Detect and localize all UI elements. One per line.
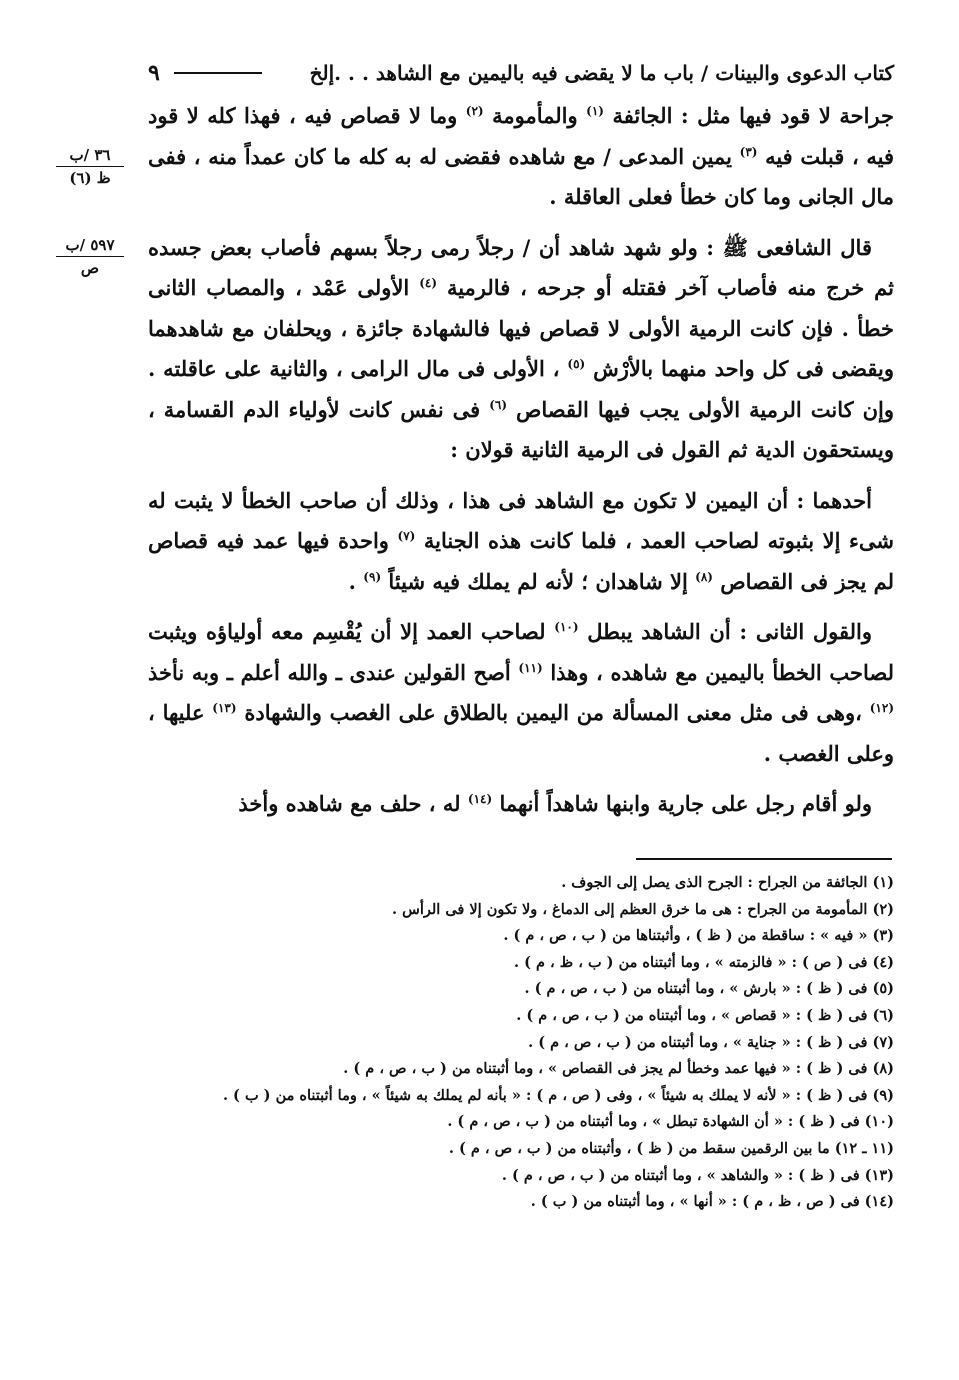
margin-note-folio-2 xyxy=(56,236,124,277)
text-run: أصح القولين عندى ـ والله أعلم ـ وبه نأخذ xyxy=(148,659,519,685)
page-number: ٩ xyxy=(148,60,160,86)
footnote-marker: (٨) xyxy=(695,569,713,584)
text-run: : أن اليمين لا تكون مع الشاهد فى هذا ، وذلك أن صاحب الخطأ لا يثبت له شىء إلا بثبوته لصاحب العمد ، فلما كانت هذه الجناية xyxy=(148,487,894,553)
paragraph xyxy=(148,96,894,218)
footnote-marker: (٣) xyxy=(739,144,758,159)
text-run: ، الأولى فى مال الرامى ، والثانية على عاقلته . وإن كانت الرمية الأولى يجب فيها القصاص xyxy=(148,356,894,422)
paragraph xyxy=(148,784,894,825)
margin-note-folio-1 xyxy=(56,146,124,187)
paragraph xyxy=(148,481,894,603)
footnote-marker: (٦) xyxy=(489,397,508,412)
footnote: (١١ ـ ١٢) ما بين الرقمين سقط من ( ظ ) ، وأثبتناه من ( ب ، ص ، م ) . xyxy=(448,1139,894,1157)
paragraph xyxy=(148,228,894,471)
footnote: (٤) فى ( ص ) : « فالزمته » ، وما أثبتناه من ( ب ، ظ ، م ) . xyxy=(514,953,894,971)
text-run: الأولى عَمْد ، والمصاب الثانى خطأ . فإن كانت الرمية الأولى لا قصاص فيها فالشهادة جائزة ، ويحلفان مع شاهدهما ويقضى فى كل واحد منهما بالأرْش xyxy=(148,275,894,381)
footnote: (٧) فى ( ظ ) : « جناية » ، وما أثبتناه من ( ب ، ص ، م ) . xyxy=(528,1033,894,1051)
footnote-separator xyxy=(636,858,892,860)
text-run: . xyxy=(348,568,364,594)
footnote: (٨) فى ( ظ ) : « فيها عمد وخطأ لم يجز فى القصاص » ، وما أثبتناه من ( ب ، ص ، م ) . xyxy=(343,1060,894,1078)
text-run: ولو أقام رجل على جارية وابنها شاهداً أنهما xyxy=(492,791,872,816)
footnote: (٩) فى ( ظ ) : « لأنه لا يملك به شيئاً » ، وفى ( ص ، م ) : « بأنه لم يملك به شيئاً » ، وما أثبتناه من ( ب ) . xyxy=(222,1086,894,1104)
footnote-marker: (١٣) xyxy=(212,701,237,715)
footnote-marker: (٩) xyxy=(363,569,382,584)
header-title: كتاب الدعوى والبينات / باب ما لا يقضى فيه باليمين مع الشاهد . . .إلخ xyxy=(309,61,894,85)
footnotes xyxy=(148,870,894,1216)
text-run: يمين المدعى / مع شاهده فقضى له به كله ما كان عمداً منه ، ففى مال الجانى وما كان خطأ فعلى العاقلة . xyxy=(148,143,894,209)
footnote: (١) الجائفة من الجراح : الجرح الذى يصل إلى الجوف . xyxy=(561,874,894,891)
paragraph xyxy=(148,612,894,774)
paragraph-lead: أحدهما xyxy=(812,487,872,513)
text-run: ،وهى فى مثل معنى المسألة من اليمين بالطلاق على الغصب والشهادة xyxy=(236,700,870,725)
main-text xyxy=(148,96,894,835)
footnote: (١٣) فى ( ظ ) : « والشاهد » ، وما أثبتناه من ( ب ، ص ، م ) . xyxy=(501,1166,894,1184)
footnote-marker: (٥) xyxy=(567,357,586,371)
footnote-marker: (٧) xyxy=(397,529,416,543)
footnote-marker: (١٤) xyxy=(467,792,493,806)
text-run: عليها ، وعلى الغصب . xyxy=(148,700,894,766)
paragraph-lead: قال الشافعى ﷺ xyxy=(722,234,872,260)
footnote-marker: (٢) xyxy=(465,104,484,118)
footnote: (١٠) فى ( ظ ) : « أن الشهادة تبطل » ، وما أثبتناه من ( ب ، ص ، م ) . xyxy=(447,1113,894,1131)
footnote-marker: (١١) xyxy=(518,660,543,675)
header-rule xyxy=(174,72,262,74)
header-page-number-group xyxy=(148,60,262,86)
footnote-marker: (١٠) xyxy=(554,620,579,634)
text-run: وما لا قصاص فيه ، فهذا كله لا قود فيه ، قبلت فيه xyxy=(148,103,894,169)
text-run: فى نفس كانت لأولياء الدم القسامة ، ويستحقون الدية ثم القول فى الرمية الثانية قولان : xyxy=(148,396,894,462)
text-run: والمأمومة xyxy=(483,103,587,128)
text-run: له ، حلف مع شاهده وأخذ xyxy=(238,791,468,816)
text-run: : أن الشاهد يبطل xyxy=(578,619,756,644)
footnote: (٣) « فيه » : ساقطة من ( ظ ) ، وأثبتناها من ( ب ، ص ، م ) . xyxy=(503,927,894,945)
footnote: (١٤) فى ( ص ، ظ ، م ) : « أنها » ، وما أثبتناه من ( ب ) . xyxy=(530,1193,894,1211)
footnote: (٥) فى ( ظ ) : « بارش » ، وما أثبتناه من ( ب ، ص ، م ) . xyxy=(524,980,894,998)
footnote: (٦) فى ( ظ ) : « قصاص » ، وما أثبتناه من ( ب ، ص ، م ) . xyxy=(516,1006,894,1024)
paragraph-lead: والقول الثانى xyxy=(755,619,872,644)
text-run: لصاحب العمد إلا أن يُقْسِم معه أولياؤه ويثبت لصاحب الخطأ باليمين مع شاهده ، وهذا xyxy=(148,619,895,685)
text-run: جراحة لا قود فيها مثل : الجائفة xyxy=(603,103,895,128)
text-run: إلا شاهدان ؛ لأنه لم يملك فيه شيئاً xyxy=(381,568,696,594)
text-run: : ولو شهد شاهد أن / رجلاً رمى رجلاً بسهم فأصاب بعض جسده ثم خرج منه فأصاب آخر فقتله أو جرحه ، فالرمية xyxy=(148,234,895,300)
text-run: واحدة فيها عمد فيه قصاص لم يجز فى القصاص xyxy=(148,528,894,594)
margin-note-bottom: ص xyxy=(80,259,100,277)
margin-note-top: ٣٦ /ب xyxy=(56,146,124,167)
running-header xyxy=(148,56,894,90)
footnote: (٢) المأمومة من الجراح : هى ما خرق العظم إلى الدماغ ، ولا تكون إلا فى الرأس . xyxy=(392,900,894,918)
margin-note-bottom: ظ (٦) xyxy=(69,169,111,187)
footnote-marker: (١٢) xyxy=(869,701,894,715)
footnote-marker: (١) xyxy=(586,104,604,118)
margin-note-top: ٥٩٧ /ب xyxy=(56,236,124,257)
footnote-marker: (٤) xyxy=(419,276,438,290)
